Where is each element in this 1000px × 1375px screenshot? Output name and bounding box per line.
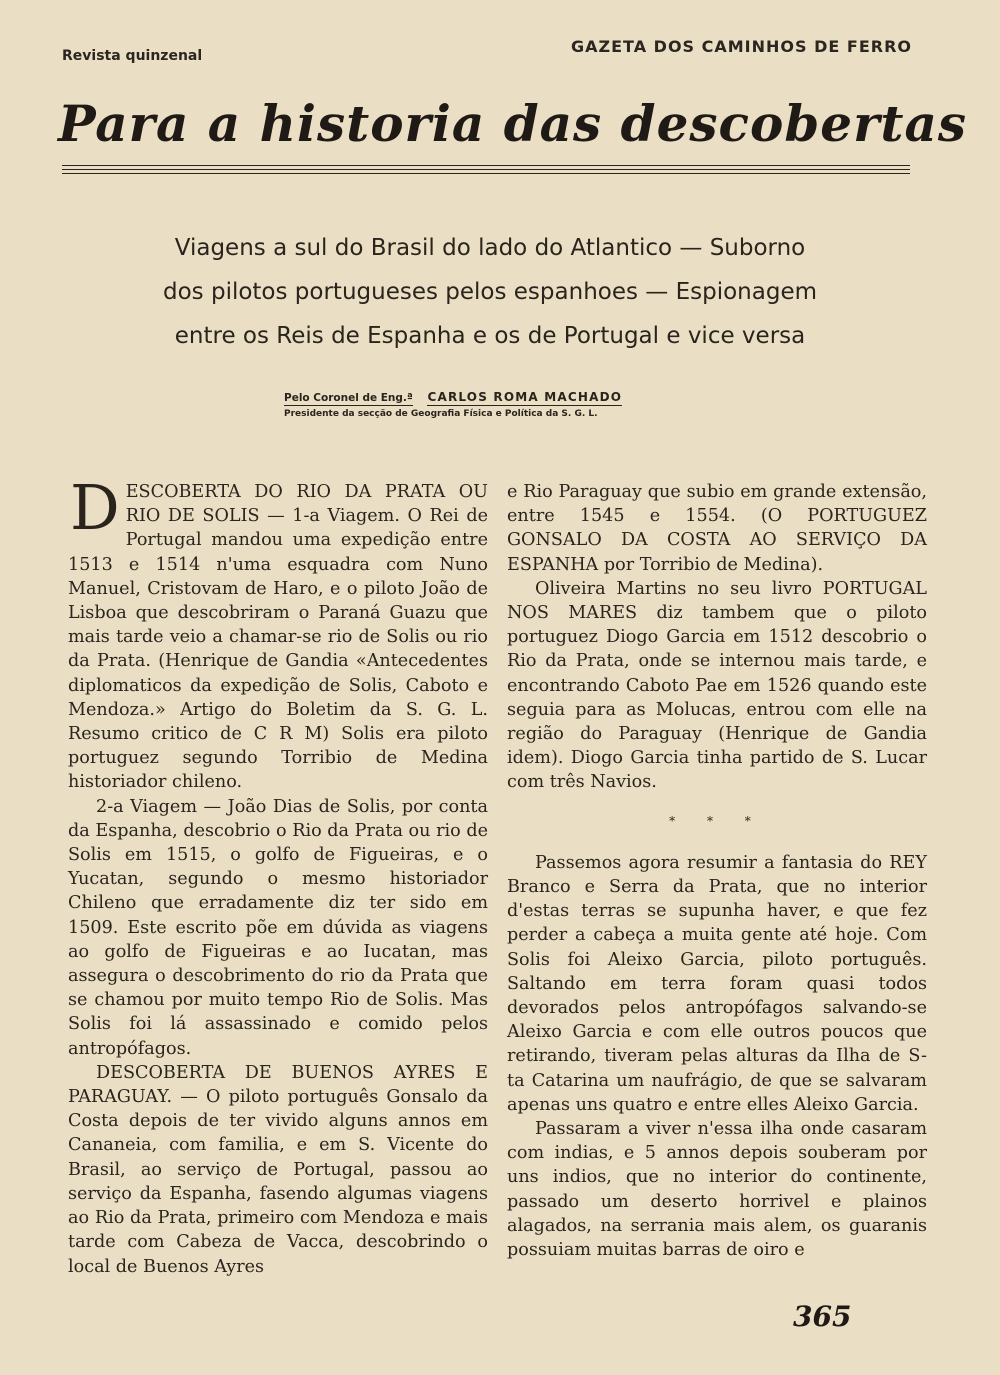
paragraph: 2-a Viagem — João Dias de Solis, por conta da Espanha, descobrio o Rio da Prata ou rio de Solis em 1515, o golfo de Figueiras, e o Yucatan, segundo o mesmo historiador Chileno que erradamente diz ter sido em 1509. Este escrito põe em dúvida as viagens ao golfo de Figueiras e ao Iucatan, mas assegura o descobrimento do rio da Prata que se chamou por muito tempo Rio de Solis. Mas Solis foi lá assassinado e comido pelos antropófagos. [68, 796, 488, 1059]
header-right: GAZETA DOS CAMINHOS DE FERRO [570, 37, 912, 56]
paragraph: Passaram a viver n'essa ilha onde casaram com indias, e 5 annos depois souberam por uns indios, que no interior do continente, passado um deserto horrivel e plainos alagados, na serrania mais alem, os guaranis possuiam muitas barras de oiro e [507, 1119, 927, 1261]
paragraph [68, 471, 488, 795]
byline-prefix: Pelo Coronel de Eng.ª [284, 392, 413, 404]
left-column [68, 471, 488, 1279]
article-title: Para a historia das descobertas [58, 94, 968, 153]
paragraph: Passemos agora resumir a fantasia do REY Branco e Serra da Prata, que no interior d'estas terras se supunha haver, e que fez perder a cabeça a muita gente até hoje. Com Solis foi Aleixo Garcia, piloto português. Saltando em terra foram quasi todos devorados pelos antropófagos salvando-se Aleixo Garcia e com elle outros poucos que retirando, tiveram pelas alturas da Ilha de S-ta Catarina um naufrágio, de que se salvaram apenas uns quatro e entre elles Aleixo Garcia. [507, 852, 927, 1115]
article-subtitle [90, 226, 890, 358]
byline-author: CARLOS ROMA MACHADO [427, 390, 623, 404]
right-column [507, 480, 927, 1262]
page-number: 365 [793, 1300, 852, 1333]
byline [284, 390, 704, 419]
subtitle-line: entre os Reis de Espanha e os de Portugal e vice versa [174, 323, 806, 349]
header-left: Revista quinzenal [62, 48, 203, 64]
drop-cap: D [70, 471, 120, 544]
byline-role: Presidente da secção de Geografia Física e Política da S. G. L. [284, 409, 598, 419]
subtitle-line: Viagens a sul do Brasil do lado do Atlantico — Suborno [174, 235, 806, 261]
paragraph-text: ESCOBERTA DO RIO DA PRATA OU RIO DE SOLIS — 1-a Viagem. O Rei de Portugal mandou uma expedição entre 1513 e 1514 n'uma esquadra com Nuno Manuel, Cristovam de Haro, e o piloto João de Lisboa que descobriram o Paraná Guazu que mais tarde veio a chamar-se rio de Solis ou rio da Prata. (Henrique de Gandia «Antecedentes diplomaticos da expedição de Solis, Caboto e Mendoza.» Artigo do Boletim da S. G. L. Resumo critico de C R M) Solis era piloto portuguez segundo Torribio de Medina historiador chileno. [68, 482, 488, 793]
paragraph: e Rio Paraguay que subio em grande extensão, entre 1545 e 1554. (O PORTUGUEZ GONSALO DA COSTA AO SERVIÇO DA ESPANHA por Torribio de Medina). [507, 482, 927, 575]
paragraph: Oliveira Martins no seu livro PORTUGAL NOS MARES diz tambem que o piloto portuguez Diogo Garcia em 1512 descobrio o Rio da Prata, onde se internou mais tarde, e encontrando Caboto Pae em 1526 quando este seguia para as Molucas, entrou com elle na região do Paraguay (Henrique de Gandia idem). Diogo Garcia tinha partido de S. Lucar com três Navios. [507, 578, 927, 793]
title-rules [62, 165, 910, 177]
section-separator: * * * [669, 813, 765, 828]
subtitle-line: dos pilotos portugueses pelos espanhoes — Espionagem [163, 279, 817, 305]
paragraph: DESCOBERTA DE BUENOS AYRES E PARAGUAY. — O piloto português Gonsalo da Costa depois de ter vivido alguns annos em Cananeia, com familia, e em S. Vicente do Brasil, ao serviço de Portugal, passou ao serviço da Espanha, fasendo algumas viagens ao Rio da Prata, primeiro com Mendoza e mais tarde com Cabeza de Vacca, descobrindo o local de Buenos Ayres [68, 1062, 488, 1277]
